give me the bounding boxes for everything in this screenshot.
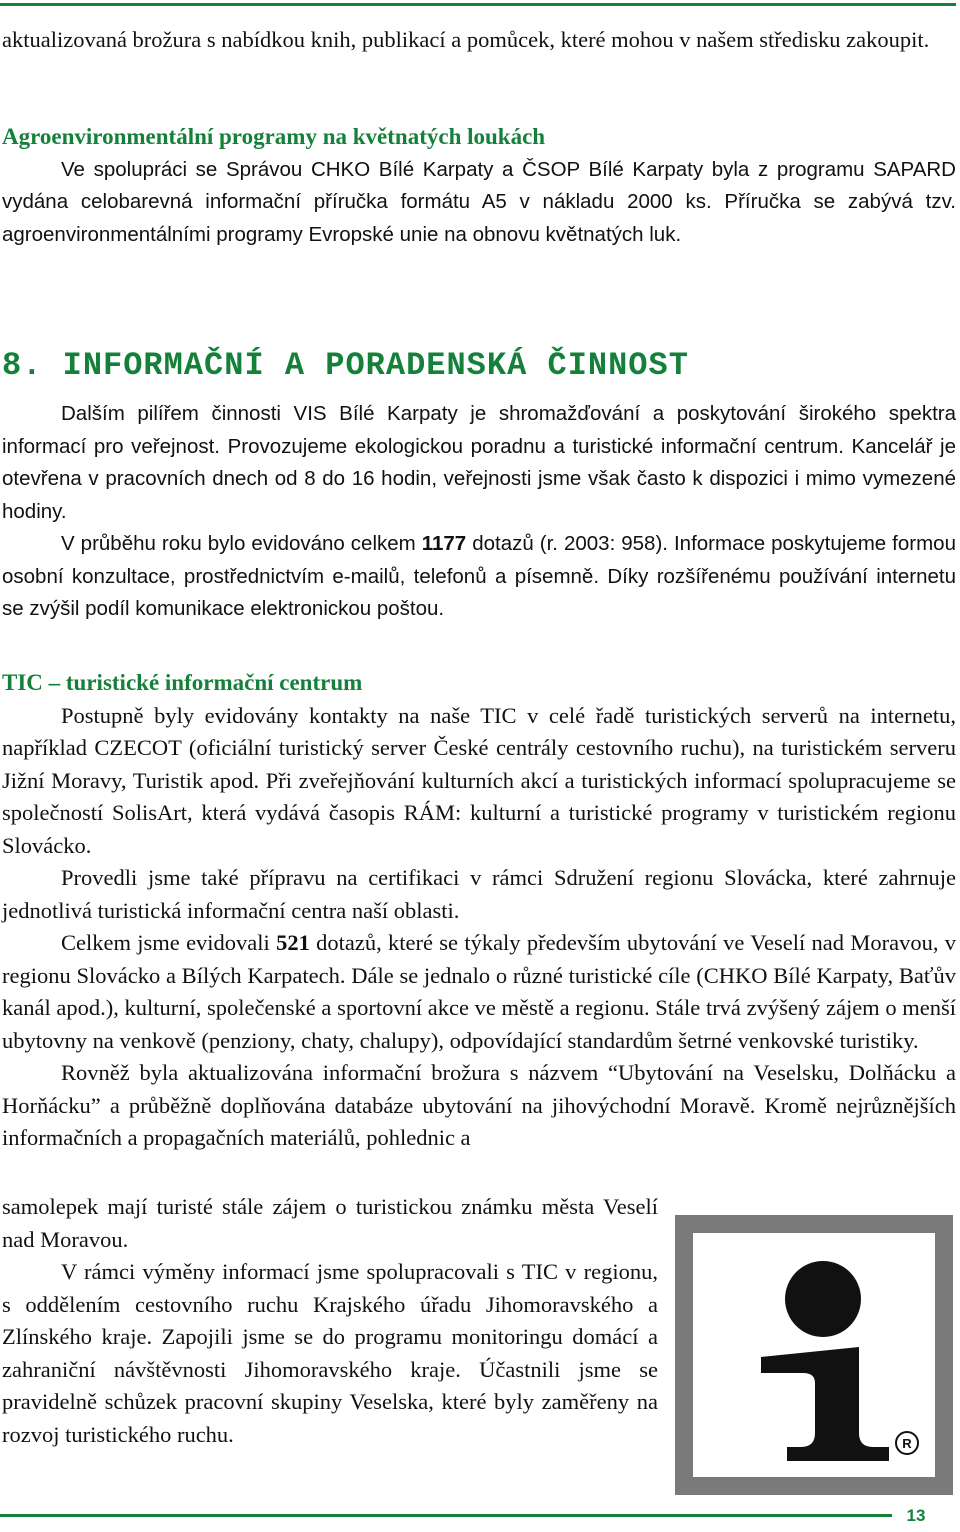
section-block [2,398,956,626]
intro-block [2,24,956,57]
section-paragraph-2: V průběhu roku bylo evidováno celkem 1177 dotazů (r. 2003: 958). Informace poskytujeme formou osobní konzultace, prostřednictvím e-mailů, telefonů a písemně. Díky rozšířenému používání internetu se zvýšil podíl komunikace elektronickou poštou. [2,532,956,620]
tic-paragraph-5: V rámci výměny informací jsme spolupracovali s TIC v regionu, s oddělením cestovního ruchu Krajského úřadu Jihomoravského a Zlínského kraje. Zapojili jsme se do programu monitoringu domácí a zahraniční návštěvnosti Jihomoravského kraje. Účastnili jsme se pravidelně schůzek pracovní skupiny Veselska, které byly zaměřeny na rozvoj turistického ruchu. [2,1259,658,1447]
section-paragraph-1: Dalším pilířem činnosti VIS Bílé Karpaty je shromažďování a poskytování širokého spektra informací pro veřejnost. Provozujeme ekologickou poradnu a turistické informační centrum. Kancelář je otevřena v pracovních dnech od 8 do 16 hodin, veřejnosti jsme však často k dispozici i mimo vymezené hodiny. [2,402,956,523]
tic-query-count: 521 [276,930,310,955]
agro-block [2,121,956,251]
tic-paragraph-4-continued: samolepek mají turisté stále zájem o turistickou známku města Veselí nad Moravou. [2,1194,658,1252]
tic-paragraph-2: Provedli jsme také přípravu na certifikaci v rámci Sdružení regionu Slovácka, které zahrnuje jednotlivá turistická informační centra naší oblasti. [2,865,956,923]
section-heading: 8. INFORMAČNÍ A PORADENSKÁ ČINNOST [2,347,689,384]
bottom-rule [0,1514,892,1517]
intro-paragraph: aktualizovaná brožura s nabídkou knih, publikací a pomůcek, které mohou v našem středisku zakoupit. [2,27,930,52]
query-count: 1177 [421,532,467,555]
top-rule [0,3,956,6]
page-number: 13 [906,1506,926,1525]
tic-paragraph-4: Rovněž byla aktualizována informační brožura s názvem “Ubytování na Veselsku, Dolňácku a Horňácku” a průběžně doplňována databáze ubytování na jihovýchodní Moravě. Kromě nejrůznějších informačních a propagačních materiálů, pohlednic a [2,1060,956,1150]
tic-title: TIC – turistické informační centrum [2,670,363,695]
tic-block-narrow [2,1191,658,1451]
agro-title: Agroenvironmentální programy na květnatých loukách [2,124,546,149]
svg-text:R: R [902,1436,912,1451]
info-i-icon [675,1215,953,1495]
info-logo [675,1215,953,1495]
tic-paragraph-3: Celkem jsme evidovali 521 dotazů, které se týkaly především ubytování ve Veselí nad Moravou, v regionu Slovácko a Bílých Karpatech. Dále se jednalo o různé turistické cíle (CHKO Bílé Karpaty, Baťův kanál apod.), kulturní, společenské a sportovní akce ve městě a regionu. Stále trvá zvýšený zájem o menší ubytovny na venkově (penziony, chaty, chalupy), odpovídající standardům šetrné venkovské turistiky. [2,930,956,1053]
tic-paragraph-1: Postupně byly evidovány kontakty na naše TIC v celé řadě turistických serverů na internetu, například CZECOT (oficiální turistický server České centrály cestovního ruchu), na turistickém serveru Jižní Moravy, Turistik apod. Při zveřejňování kulturních akcí a turistických informací spolupracujeme se společností SolisArt, která vydává časopis RÁM: kulturní a turistické programy v turistickém regionu Slovácko. [2,702,956,858]
tic-block [2,667,956,1155]
agro-paragraph: Ve spolupráci se Správou CHKO Bílé Karpaty a ČSOP Bílé Karpaty byla z programu SAPARD vydána celobarevná informační příručka formátu A5 v nákladu 2000 ks. Příručka se zabývá tzv. agroenvironmentálními programy Evropské unie na obnovu květnatých luk. [2,157,956,246]
